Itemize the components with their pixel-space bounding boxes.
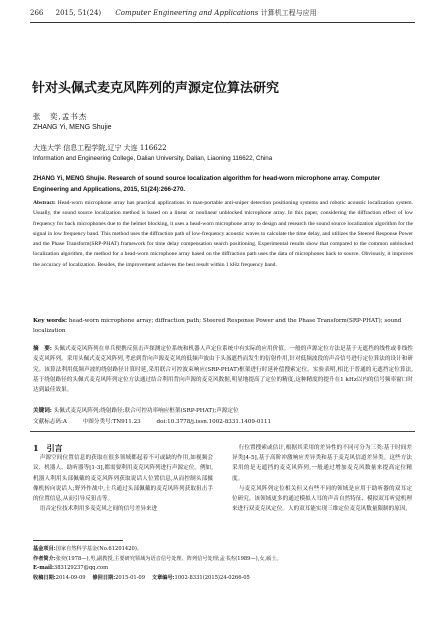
section-rule — [30, 431, 415, 432]
body-paragraph: 语音定位技术利用多麦克风之间的信号差异来进 — [39, 506, 158, 513]
article-no-label: 文章编号: — [151, 574, 175, 581]
author-bio-text: 张奕(1978—),男,副教授,主要研究领域为语音信号处理、阵列信号处理;孟书杰(1989—),女,硕士。 — [55, 555, 282, 562]
body-paragraph: 与麦克风阵列定位相关但又有些不同的领域是应用于助听器的双耳定位研究。该领域更多的通过模拟人耳的声音自然特征、模拟双耳听觉机理来进行双麦克风定位。人的双耳能实现三维定位麦克风数量限制的原因, — [232, 485, 412, 513]
authors-cn: 张 奕,孟书杰 — [33, 112, 88, 121]
affiliation-cn: 大连大学 信息工程学院,辽宁 大连 116622 — [33, 144, 167, 152]
email-text: 383129237@qq.com — [53, 565, 109, 572]
authors-en: ZHANG Yi, MENG Shujie — [33, 124, 112, 131]
revised-label: 修回日期: — [92, 574, 116, 581]
abstract-cn-text: 头佩式麦克风阵列在单兵便携反狙击声探测定位系统和机器人声定位系统中有实际的应用价值。一般的声源定位方法是基于无遮挡的线性或非线性麦克风阵列。采用头佩式麦克风阵列,考虑到背向声源麦克风的低频声波由于头盔遮挡而发生的衍射作用,针对低频波段的声音信号进行定位算法的设计和研究。该算法利用低频声波的绕射路径计算时延,采用联合可控波束响应(SRP-PHAT)框架进行时延补偿搜索定位。实验表明,相比于普通的无遮挡定位算法,基于绕射路径的头佩式麦克风阵列定位方法通过结合利用背向声源的麦克风数据,明显地提高了定位的精度,这种精度的提升在1 kHz以内的信号频率窗口时达到最佳效果。 — [33, 346, 413, 394]
section-heading: 1 引言 — [33, 443, 63, 453]
body-column-right — [232, 443, 412, 514]
citation-authors: ZHANG Yi, MENG Shujie. — [33, 175, 107, 182]
clc-number: 中图分类号:TN911.23 — [82, 419, 141, 425]
body-column-left — [33, 443, 213, 514]
document-code: 文献标志码:A — [33, 419, 67, 425]
email-label: E-mail: — [33, 565, 54, 572]
issue-number: 2015, 51(24) — [55, 9, 102, 17]
abstract-cn-label: 摘 要: — [33, 346, 52, 352]
abstract-en-label: Abstract: — [33, 200, 56, 206]
author-note — [33, 555, 413, 565]
journal-name-en: Computer Engineering and Applications — [115, 9, 259, 17]
footnotes — [33, 545, 413, 583]
running-header — [30, 8, 415, 18]
page-number: 266 — [30, 9, 44, 17]
keywords-en-label: Key words: — [33, 318, 68, 324]
abstract-cn — [33, 344, 413, 395]
abstract-en-text: Head-worn microphone array has practical applications in man-portable anti-sniper detection positioning systems and robotic acoustic localization system. Usually, the sound source localization method is based on a linear or nonlinear unblocked microphone array. In this paper, considering the diffraction effect of low frequency for back microphones due to the helmet blocking, it uses a head-worn microphone array to design and research the sound source localization algorithm for the signal in low frequency band. This method uses the diffraction path of low-frequency acoustic waves to calculate the time delay, and utilizes the Steered Response Power and the Phase Transform(SRP-PHAT) framework for time delay compensation search positioning. Experimental results show that compared to the common unblocked localization algorithm, the method for a head-worn microphone array based on the diffraction path uses the data of microphones back to source. Obviously, it improves the accuracy of localization. Besides, the improvement achieves the best result within 1 kHz frequency band. — [33, 200, 413, 268]
author-bio-label: 作者简介: — [33, 555, 56, 562]
email-note — [33, 564, 413, 574]
fund-note — [33, 545, 413, 555]
body-paragraph: 行位置搜索或估计,根据其采用的差异性的不同可分为三类:基于时间差异类[4-5],基于高阶冲激响应差异类和基于麦克风信道差异类。这些方法采用的是无遮挡的麦克风阵列,一般通过增加麦克风数量来提高定位精度。 — [232, 445, 412, 482]
received-label: 收稿日期: — [33, 574, 56, 581]
affiliation-en: Information and Engineering College, Dalian University, Dalian, Liaoning 116622, China — [33, 155, 273, 162]
received-date: 2014-09-09 — [55, 574, 86, 581]
header-rule — [30, 22, 415, 23]
keywords-cn-text: 头佩式麦克风阵列;绕射路径;联合可控功率响应框架(SRP-PHAT);声源定位 — [53, 408, 239, 414]
keywords-cn — [33, 406, 413, 416]
citation — [33, 173, 411, 195]
citation-text: Research of sound source localization algorithm for head-worn microphone array. Computer Engineering and Applications, 2015, 51(24):266-270. — [33, 175, 381, 193]
classification-line — [33, 417, 413, 427]
doi: doi:10.3778/j.issn.1002-8331.1409-0111 — [156, 419, 272, 425]
keywords-en-text: head-worn microphone array; diffraction path; Steered Response Power and the Phase Transform(SRP-PHAT); sound localization — [33, 318, 402, 335]
keywords-cn-label: 关键词: — [33, 408, 52, 414]
paper-title: 针对头佩式麦克风阵列的声源定位算法研究 — [32, 81, 280, 96]
keywords-en — [33, 316, 413, 337]
body-paragraph: 声源空间位置信息的获取在很多领域都起着不可或缺的作用,如视频会议、机器人、助听器等[1-3],都需要利用麦克风阵列进行声源定位。例如,机器人利用头部佩戴的麦克风阵列获取说话人位置信息,从而控制头部摄像机转向说话人;野外作战中,士兵通过头部佩戴的麦克风阵列获取狙击手的位置信息,从而引导反狙击等。 — [33, 455, 213, 503]
abstract-en — [33, 198, 413, 270]
fund-label: 基金项目: — [33, 546, 56, 552]
dates-note — [33, 574, 413, 584]
journal-name-cn: 计算机工程与应用 — [260, 9, 317, 17]
article-no: 1002-8331(2015)24-0266-05 — [174, 574, 250, 581]
footnote-rule — [33, 540, 123, 541]
fund-text: 国家自然科学基金(No.61201420)。 — [55, 546, 143, 552]
revised-date: 2015-01-09 — [115, 574, 146, 581]
